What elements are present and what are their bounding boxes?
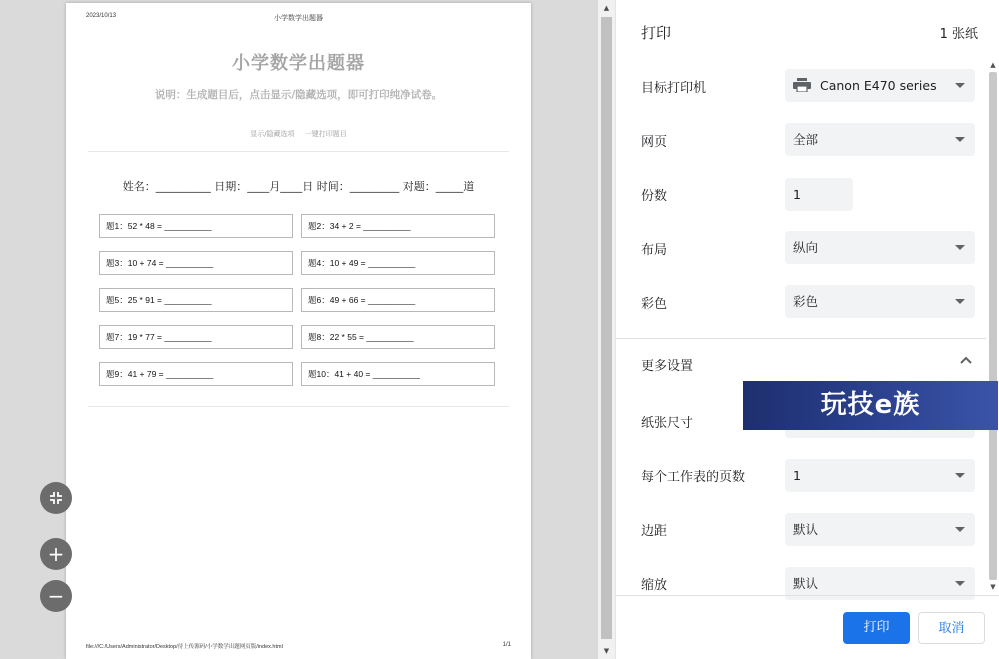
question-box: 题7：19 * 77 = __________ — [99, 325, 293, 349]
pages-select[interactable] — [785, 123, 975, 156]
section-divider — [616, 338, 999, 339]
fit-to-page-button[interactable] — [40, 482, 72, 514]
copies-input[interactable] — [785, 178, 853, 211]
destination-label: 目标打印机 — [641, 81, 707, 96]
chevron-down-icon — [955, 83, 965, 88]
pages-per-sheet-label: 每个工作表的页数 — [641, 470, 746, 485]
question-box: 题2：34 + 2 = __________ — [301, 214, 495, 238]
question-box: 题6：49 + 66 = __________ — [301, 288, 495, 312]
question-box: 题10：41 + 40 = __________ — [301, 362, 495, 386]
document-links — [66, 129, 531, 139]
chevron-down-icon — [955, 473, 965, 478]
copies-label: 份数 — [641, 189, 668, 204]
scale-label: 缩放 — [641, 578, 668, 593]
fit-to-page-icon — [49, 491, 63, 505]
page-footer-path: file:///C:/Users/Administrator/Desktop/待上传源码/小学数学出题网页版/index.html — [86, 644, 283, 650]
divider-top — [88, 151, 509, 152]
layout-label: 布局 — [641, 243, 668, 258]
zoom-in-button[interactable] — [40, 538, 72, 570]
more-settings-toggle[interactable]: 更多设置 — [641, 359, 694, 374]
page-header-date: 2023/10/13 — [86, 13, 117, 19]
print-questions-link: 一键打印题目 — [304, 130, 347, 138]
margins-value: 默认 — [793, 522, 819, 537]
print-settings-panel — [615, 0, 999, 659]
pages-per-sheet-value: 1 — [793, 468, 801, 483]
printer-icon — [793, 78, 811, 92]
question-box: 题1：52 * 48 = __________ — [99, 214, 293, 238]
destination-value: Canon E470 series — [820, 78, 937, 93]
chevron-up-icon[interactable] — [960, 356, 972, 364]
preview-scrollbar-thumb[interactable] — [601, 17, 612, 639]
print-button[interactable]: 打印 — [843, 612, 910, 644]
page-header-title: 小学数学出题器 — [274, 14, 323, 22]
copies-value: 1 — [793, 187, 801, 202]
plus-icon: + — [47, 542, 65, 566]
zoom-out-button[interactable] — [40, 580, 72, 612]
paper-size-label: 纸张尺寸 — [641, 416, 694, 431]
preview-page — [66, 3, 531, 659]
chevron-down-icon — [955, 581, 965, 586]
pages-label: 网页 — [641, 135, 668, 150]
question-box: 题4：10 + 49 = __________ — [301, 251, 495, 275]
minus-icon: − — [47, 584, 65, 608]
settings-scrollbar-thumb[interactable] — [989, 72, 997, 580]
student-info-line: 姓名：__________ 日期：____月____日 时间：_________ 对题：_____道 — [122, 180, 475, 193]
layout-value: 纵向 — [793, 240, 819, 255]
settings-scroll-down-icon[interactable]: ▼ — [990, 583, 996, 591]
chevron-down-icon — [955, 527, 965, 532]
chevron-down-icon — [955, 245, 965, 250]
question-box: 题9：41 + 79 = __________ — [99, 362, 293, 386]
toggle-options-link: 显示/隐藏选项 — [250, 130, 295, 138]
chevron-down-icon — [955, 137, 965, 142]
color-value: 彩色 — [793, 294, 819, 309]
settings-scroll-up-icon[interactable]: ▲ — [990, 61, 996, 69]
watermark-banner: 玩技e族 — [743, 381, 998, 430]
scroll-down-arrow-icon[interactable]: ▼ — [603, 647, 610, 655]
question-box: 题5：25 * 91 = __________ — [99, 288, 293, 312]
chevron-down-icon — [955, 299, 965, 304]
panel-title: 打印 — [641, 24, 672, 42]
page-footer-number: 1/1 — [502, 642, 511, 648]
sheet-count: 1 张纸 — [939, 27, 978, 42]
color-label: 彩色 — [641, 297, 668, 312]
document-title: 小学数学出题器 — [232, 53, 365, 74]
cancel-button[interactable]: 取消 — [918, 612, 985, 644]
pages-per-sheet-select[interactable] — [785, 459, 975, 492]
question-box: 题3：10 + 74 = __________ — [99, 251, 293, 275]
footer-divider — [616, 595, 999, 596]
scroll-up-arrow-icon[interactable]: ▲ — [603, 4, 610, 12]
document-description: 说明：生成题目后，点击显示/隐藏选项，即可打印纯净试卷。 — [154, 89, 443, 101]
pages-value: 全部 — [793, 132, 819, 147]
color-select[interactable] — [785, 285, 975, 318]
margins-label: 边距 — [641, 524, 668, 539]
divider-bottom — [88, 406, 509, 407]
layout-select[interactable] — [785, 231, 975, 264]
question-box: 题8：22 * 55 = __________ — [301, 325, 495, 349]
scale-value: 默认 — [793, 576, 819, 591]
destination-select[interactable] — [785, 69, 975, 102]
margins-select[interactable] — [785, 513, 975, 546]
